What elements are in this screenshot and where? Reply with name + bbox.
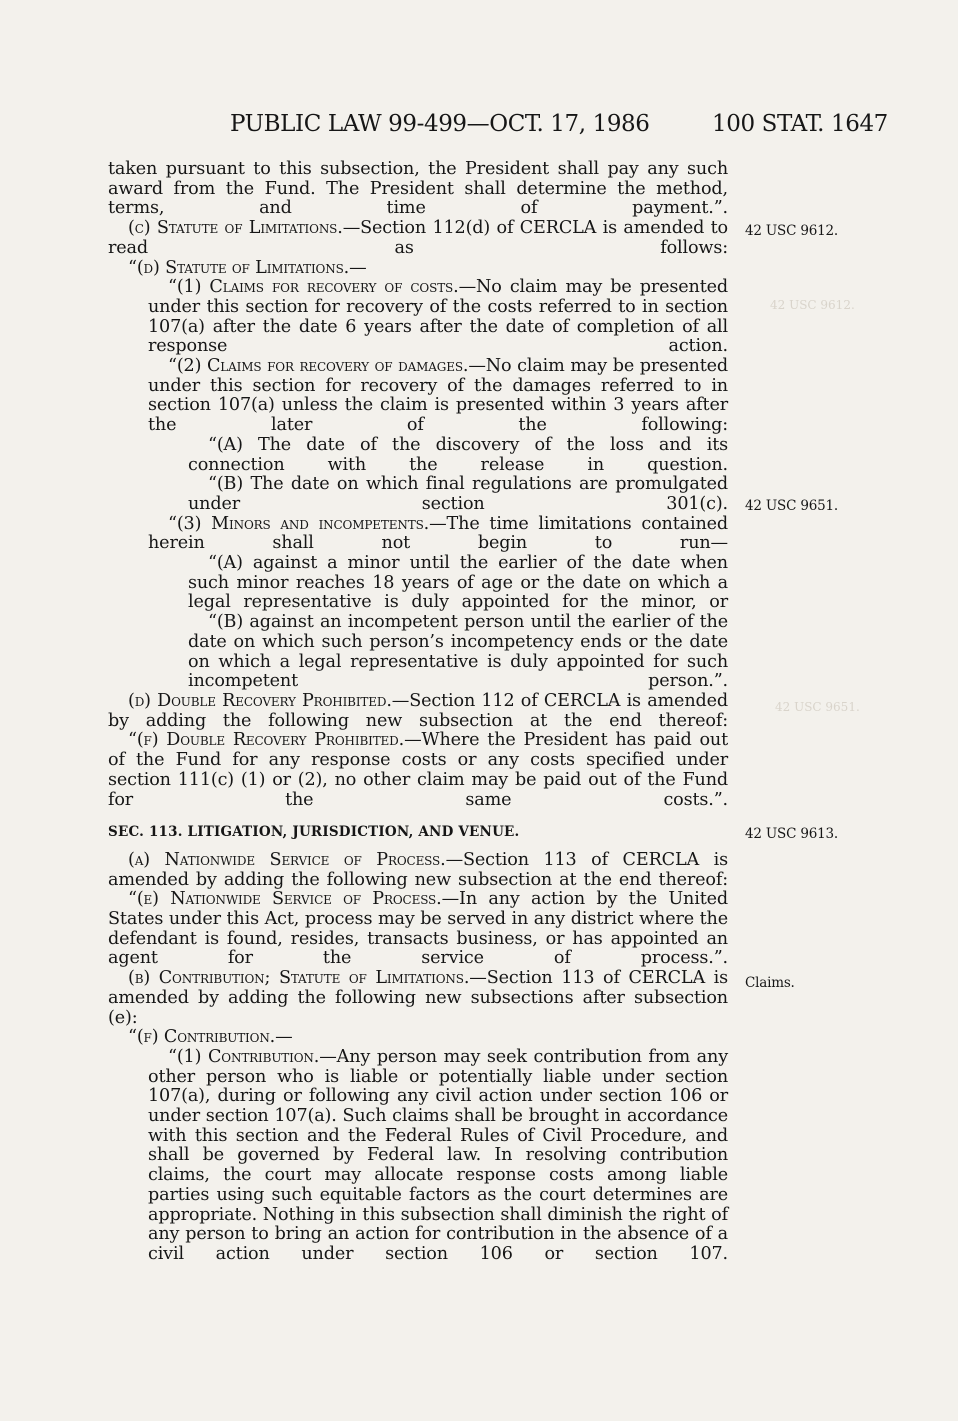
subsection-f-double xyxy=(108,731,728,810)
subsection-d-statute xyxy=(108,259,728,279)
subsection-a-text: —Section 113 of CERCLA is amended by adding the following new subsection at the end thereof: xyxy=(108,849,728,890)
margin-note-usc-9651: 42 USC 9651. xyxy=(745,498,838,514)
subsection-f-contribution xyxy=(108,1028,728,1048)
subsection-dd xyxy=(108,692,728,731)
bleed-through-note: 42 USC 9612. xyxy=(770,298,855,312)
subsection-c-heading: (c) Statute of Limitations. xyxy=(128,218,343,239)
paragraph-f1 xyxy=(108,1048,728,1265)
statute-body xyxy=(108,160,728,1265)
bleed-through-note: 42 USC 9651. xyxy=(775,700,860,714)
subsection-a xyxy=(108,851,728,890)
subsection-e-heading: “(e) Nationwide Service of Process. xyxy=(128,889,442,910)
paragraph-d3-text: —The time limitations contained herein shall not begin to run— xyxy=(148,513,728,554)
paragraph-f1-heading: “(1) Contribution. xyxy=(168,1046,320,1067)
paragraph-d2-heading: “(2) Claims for recovery of damages. xyxy=(168,356,469,377)
subsection-b-text: —Section 113 of CERCLA is amended by adding the following new subsections after subsection (e): xyxy=(108,968,728,1028)
subsection-dd-text: —Section 112 of CERCLA is amended by adding the following new subsection at the end thereof: xyxy=(108,690,728,731)
running-header-title: PUBLIC LAW 99-499—OCT. 17, 1986 xyxy=(230,111,650,137)
subsection-b-heading: (b) Contribution; Statute of Limitations. xyxy=(128,968,470,989)
subsection-f-double-text: —Where the President has paid out of the Fund for any response costs or any costs specified under section 111(c) (1) or (2), no other claim may be paid out of the Fund for the same costs.”. xyxy=(108,730,728,810)
paragraph-d3b: “(B) against an incompetent person until the earlier of the date on which such person’s incompetency ends or the date on which a legal representative is duly appointed for such incompetent person.”. xyxy=(188,612,728,692)
subsection-c-text: —Section 112(d) of CERCLA is amended to read as follows: xyxy=(108,218,728,258)
paragraph-d2-text: —No claim may be presented under this section for recovery of the damages referred to in section 107(a) unless the claim is presented within 3 years after the later of the following: xyxy=(148,356,729,436)
margin-note-claims: Claims. xyxy=(745,975,795,991)
subsection-dd-heading: (d) Double Recovery Prohibited. xyxy=(128,690,392,711)
margin-note-usc-9613: 42 USC 9613. xyxy=(745,826,838,842)
section-113-heading: SEC. 113. LITIGATION, JURISDICTION, AND VENUE. xyxy=(108,824,520,841)
subsection-d-heading: “(d) Statute of Limitations. xyxy=(128,257,350,278)
paragraph-d2a: “(A) The date of the discovery of the loss and its connection with the release in question. xyxy=(188,434,728,475)
paragraph-d2 xyxy=(108,357,728,436)
subsection-c xyxy=(108,219,728,258)
paragraph-d1 xyxy=(108,278,728,357)
paragraph-d3a: “(A) against a minor until the earlier of the date when such minor reaches 18 years of age or the date on which a legal representative is duly appointed for the minor, or xyxy=(188,553,728,613)
subsection-a-heading: (a) Nationwide Service of Process. xyxy=(128,849,446,870)
paragraph-d1-text: —No claim may be presented under this section for recovery of the costs referred to in section 107(a) after the date 6 years after the date of completion of all response action. xyxy=(148,277,728,357)
subsection-f-contribution-heading: “(f) Contribution. xyxy=(128,1027,276,1048)
paragraph-d2b: “(B) The date on which final regulations are promulgated under section 301(c). xyxy=(188,474,728,514)
paragraph-d3-heading: “(3) Minors and incompetents. xyxy=(168,513,430,534)
paragraph-payment: taken pursuant to this subsection, the President shall pay any such award from the Fund. The President shall determine the method, terms, and time of payment.”. xyxy=(108,159,728,219)
paragraph-d1-heading: “(1) Claims for recovery of costs. xyxy=(168,277,459,298)
subsection-d-text: — xyxy=(349,257,367,278)
running-header-stat: 100 STAT. 1647 xyxy=(712,111,888,137)
subsection-f-double-heading: “(f) Double Recovery Prohibited. xyxy=(128,730,405,751)
margin-note-usc-9612: 42 USC 9612. xyxy=(745,223,838,239)
subsection-e xyxy=(108,890,728,969)
subsection-e-text: —In any action by the United States under this Act, process may be served in any district where the defendant is found, resides, transacts business, or has appointed an agent for the service of process.”. xyxy=(108,889,729,969)
paragraph-d3 xyxy=(108,515,728,554)
subsection-b xyxy=(108,969,728,1028)
subsection-f-contribution-text: — xyxy=(275,1027,293,1048)
paragraph-f1-text: —Any person may seek contribution from any other person who is liable or potentially liable under section 107(a), during or following any civil action under section 106 or under section 107(a). Such claims shall be brought in accordance with this section and the Federal Rules of Civil Procedure, and shall be governed by Federal law. In resolving contribution claims, the court may allocate response costs among liable parties using such equitable factors as the court determines are appropriate. Nothing in this subsection shall diminish the right of any person to bring an action for contribution in the absence of a civil action under section 106 or section 107. xyxy=(148,1046,728,1264)
